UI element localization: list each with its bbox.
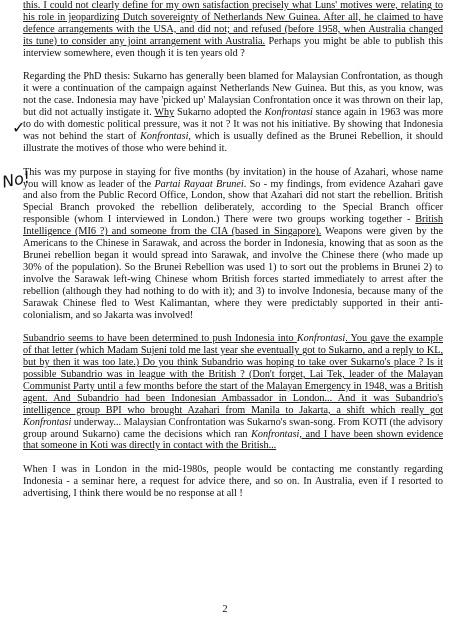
handwritten-tick-mark: ✓ [12, 118, 26, 137]
paragraph-azahari [23, 167, 443, 322]
handwritten-margin-note: No! [0, 167, 32, 192]
underlined-word: Why [154, 107, 175, 119]
text-run: Weapons were given by the Americans to the Chinese in Sarawak, and across the border in Indonesia, knowing that as soon as the Brunei rebellion began it would spread into Sarawak, and involve the Chinese there (who made up 30% of the population). So the Brunei Rebellion was used 1) to sort out the problems in Brunei 2) to involve the Sarawak left-wing Chinese whom British forces started immediately to arrest after the rebellion (although they had nothing to do with it); and 3) to involve Indonesia, because many of the Sarawak Chinese fled to West Kalimantan, where they were predictably supported in their anti-colonialism, and so Jakarta was involved! [23, 226, 443, 321]
text-run: underway... Malaysian Confrontation was Sukarno's swan-song. From KOTI (the advisory group around Sukarno) came the decisions which ran [23, 416, 443, 440]
underlined-passage: Subandrio seems to have been determined to push Indonesia into [23, 333, 297, 345]
paragraph-phd-thesis [23, 71, 443, 154]
italic-term: Konfrontasi [264, 107, 313, 119]
underlined-passage: British Intelligence (MI6 ?) and someone from the CIA (based in Singapore). [23, 214, 443, 238]
underlined-passage: . You gave the example of that letter (which Madam Sujeni told me last year she eventually got to Sukarno, and a reply to KL, but by then it was too late.) Do you think Subandrio was hoping to take over Sukarno's place ? Is it possible Subandrio was in league with the British ? (Don't forget, Lai Tek, leader of the Malayan Communist Party until a few months before the start of the Malayan Emergency in 1948, was a British agent. And Subandrio had been Indonesian Ambassador in London... And it was Subandrio's intelligence group BPI who brought Azahari from Manila to Jakarta, a shift which really got [23, 333, 443, 416]
text-run: , which is usually defined as the Brunei Rebellion, it should illustrate the motives of those who were behind it. [23, 130, 443, 154]
underlined-passage: , and I have been shown evidence that someone in Koti was directly in contact with the British... [23, 428, 443, 452]
letter-body [23, 0, 443, 500]
text-run: stance again in 1963 was more to do with domestic political pressure, was it not ? It was not his initiative. By showing that Indonesia was not behind the start of [23, 107, 444, 142]
italic-term: Konfrontasi [23, 416, 72, 428]
italic-term: Konfrontasi [296, 333, 346, 345]
paragraph-subandrio [23, 333, 443, 452]
text-run: This was my purpose in staying for five months (by invitation) in the house of Azahari, whose name you will know as leader of the [23, 166, 443, 190]
italic-term: Partai Rayaat Brunei [154, 178, 244, 190]
text-run: Sukarno adopted the [174, 107, 265, 119]
text-run: Regarding the PhD thesis: Sukarno has generally been blamed for Malaysian Confrontation, as though it were a continuation of the campaign against Netherlands New Guinea. But this, as you know, was not the case. Indonesia may have 'picked up' Malaysian Confrontation once it was thrown on their lap, but did not actually instigate it. [23, 71, 443, 119]
paragraph-london [23, 464, 443, 500]
text-run: Perhaps you might be able to publish this interview somewhere, even though it is ten years old ? [23, 35, 443, 59]
italic-term: Konfrontasi [251, 428, 300, 440]
paragraph-luns-motives [23, 0, 443, 60]
text-run: . So - my findings, from evidence Azahari gave and also from the Public Record Office, London, show that Azahari did not start the rebellion. British Special Branch provoked the rebellion deliberately, according to the Special Branch officer responsible (whom I interviewed in London.) There were two groups working together - [23, 178, 443, 226]
underlined-passage: this. I could not clearly define for my own satisfaction precisely what Luns' motives were, relating to his role in jeopardizing Dutch sovereignty of Netherlands New Guinea. After all, he claimed to have defence arrangements with the USA, and did not; and refused (before 1958, when Australia changed its tune) to consider any joint arrangement with Australia. [23, 0, 443, 47]
page-number: 2 [222, 604, 228, 615]
italic-term: Konfrontasi [140, 130, 189, 142]
text-run: When I was in London in the mid-1980s, people would be contacting me constantly regarding Indonesia - a seminar here, a request for advice there, and so on. In Australia, even if I resorted to advertising, I think there would be no response at all ! [23, 464, 443, 500]
